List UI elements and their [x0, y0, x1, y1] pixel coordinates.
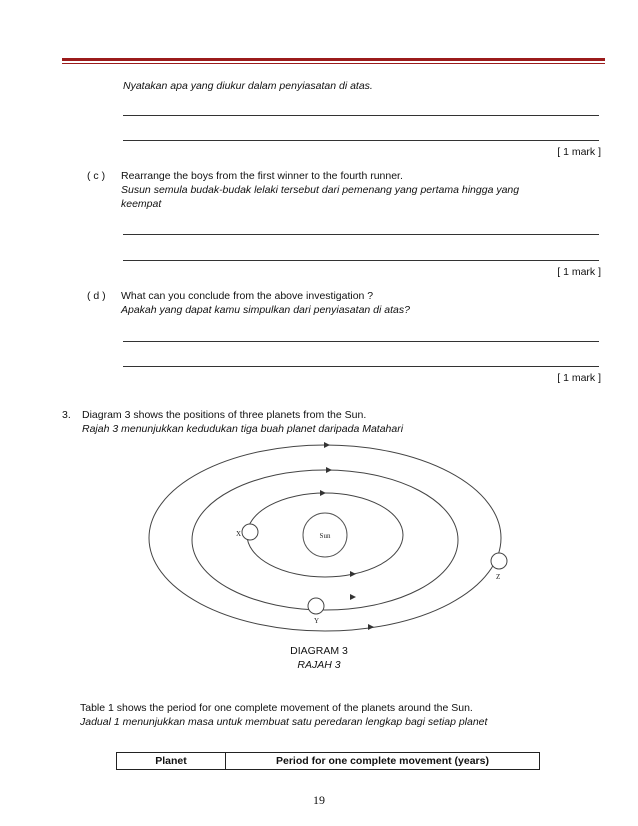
q3-malay: Rajah 3 menunjukkan kedudukan tiga buah planet daripada Matahari [82, 423, 404, 435]
q3-english: Diagram 3 shows the positions of three planets from the Sun. [82, 409, 367, 421]
arrow-icon [350, 571, 356, 577]
q-c-english: Rearrange the boys from the first winner to the fourth runner. [121, 170, 403, 182]
q3-number: 3. [62, 409, 71, 421]
table-header-planet: Planet [117, 753, 226, 770]
header-rule-thin [62, 63, 605, 64]
diagram-caption-en: DIAGRAM 3 [290, 645, 348, 657]
arrow-icon [326, 467, 332, 473]
page-number: 19 [313, 793, 325, 807]
q-c-malay-line2: keempat [121, 198, 162, 210]
arrow-icon [368, 624, 374, 630]
solar-diagram [140, 435, 520, 640]
answer-line[interactable] [123, 366, 599, 367]
mark-label: [ 1 mark ] [557, 146, 601, 158]
q-d-english: What can you conclude from the above investigation ? [121, 290, 374, 302]
mark-label: [ 1 mark ] [557, 372, 601, 384]
arrow-icon [324, 442, 330, 448]
answer-line[interactable] [123, 260, 599, 261]
period-table [116, 752, 540, 770]
sun-label: Sun [319, 532, 331, 540]
planet-z [491, 553, 507, 569]
header-rule [62, 58, 605, 61]
q-d-malay: Apakah yang dapat kamu simpulkan dari penyiasatan di atas? [121, 304, 410, 316]
answer-line[interactable] [123, 140, 599, 141]
arrow-icon [320, 490, 326, 496]
table-header-period: Period for one complete movement (years) [226, 753, 540, 770]
q-b-malay-prompt: Nyatakan apa yang diukur dalam penyiasatan di atas. [123, 80, 373, 92]
answer-line[interactable] [123, 234, 599, 235]
planet-x-label: X [236, 530, 242, 538]
q-c-malay-line1: Susun semula budak-budak lelaki tersebut dari pemenang yang pertama hingga yang [121, 184, 520, 196]
table-intro-malay: Jadual 1 menunjukkan masa untuk membuat satu peredaran lengkap bagi setiap planet [80, 716, 488, 728]
planet-y-label: Y [314, 617, 320, 625]
q-d-label: ( d ) [87, 290, 106, 302]
table-intro-english: Table 1 shows the period for one complete movement of the planets around the Sun. [80, 702, 473, 714]
diagram-caption-ms: RAJAH 3 [297, 659, 341, 671]
q-c-label: ( c ) [87, 170, 106, 182]
planet-y [308, 598, 324, 614]
arrow-icon [350, 594, 356, 600]
answer-line[interactable] [123, 341, 599, 342]
mark-label: [ 1 mark ] [557, 266, 601, 278]
planet-z-label: Z [496, 573, 501, 581]
answer-line[interactable] [123, 115, 599, 116]
planet-x [242, 524, 258, 540]
table-header-row [117, 753, 540, 770]
